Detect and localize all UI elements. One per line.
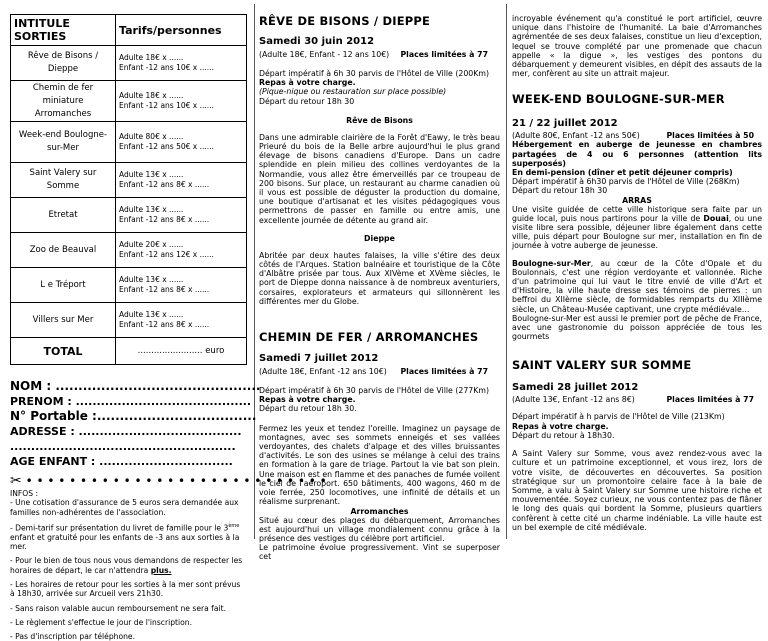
info-item: - Pas d'inscription par téléphone. — [10, 632, 136, 641]
places: Places limitées à 50 — [666, 131, 754, 141]
portable-field[interactable]: N° Portable :................................... — [10, 409, 257, 423]
destination-name: Week-end Boulogne-sur-Mer — [11, 122, 116, 163]
adult-rate: Adulte 20€ x ...... — [119, 240, 184, 249]
nom-field[interactable]: NOM : ............................................. — [10, 379, 261, 393]
destination-name: L e Tréport — [11, 268, 116, 303]
adult-rate: Adulte 13€ x ...... — [119, 275, 184, 284]
articles-column-2 — [259, 0, 500, 562]
retour: Départ du retour 18h 30. — [259, 404, 357, 414]
age-enfant-field[interactable]: AGE ENFANT : ................................ — [10, 455, 233, 468]
repas: Repas à votre charge. — [259, 395, 356, 405]
total-row — [11, 338, 247, 365]
info-text: - Pour le bien de tous nous vous demandons de respecter les horaires de départ, le car n'attendra — [10, 556, 243, 575]
adult-rate: Adulte 13€ x ...... — [119, 310, 184, 319]
cut-line — [10, 473, 327, 489]
table-row — [11, 303, 247, 338]
arromanches-article — [259, 330, 500, 561]
depart: Départ impératif à 6h 30 parvis de l'Hôtel de Ville (277Km) — [259, 386, 489, 396]
table-row — [11, 198, 247, 233]
price-table — [10, 14, 247, 365]
destination-name: Rêve de Bisons / Dieppe — [11, 46, 116, 81]
adresse-line-2[interactable]: ...................................................... — [10, 440, 236, 453]
column-divider — [254, 4, 255, 539]
depart: Départ impératif à h parvis de l'Hôtel de Ville (213Km) — [512, 412, 725, 422]
subheading: Rêve de Bisons — [346, 115, 413, 125]
paragraph — [512, 259, 762, 314]
paragraph: Le patrimoine évolue progressivement. Vint se superposer cet — [259, 543, 500, 562]
boulogne-article — [512, 92, 762, 341]
emphasis: Douai — [703, 213, 729, 223]
child-rate: Enfant -12 ans 10€ x ...... — [119, 63, 214, 72]
header-sorties: INTITULE SORTIES — [11, 15, 116, 46]
emphasis: plus. — [150, 565, 172, 575]
destination-name: Chemin de fer miniature Arromanches — [11, 81, 116, 122]
valery-article — [512, 358, 762, 531]
paragraph: Abritée par deux hautes falaises, la ville s'étire des deux côtés de l'Arques. Station balnéaire et touristique de la Côte d'Albâtre prisée par tous. Aux XIVème et XVème siècles, le port de Dieppe donna naissance à de nombreux aventuriers, corsaires, explorateurs et armateurs qui sillonnèrent les différentes mer du Globe. — [259, 250, 500, 306]
child-rate: Enfant -12 ans 8€ x ...... — [119, 285, 210, 294]
total-label: TOTAL — [11, 338, 116, 365]
table-row — [11, 163, 247, 198]
paragraph: Fermez les yeux et tendez l'oreille. Imaginez un paysage de montagnes, avec ses sommets enneigés et ses vallées verdoyantes, des chalets d'alpage et des villes bruissantes d'activités. Le son des usines se mélange à celui des trains en formation à la gare de triage. Partout la vie bat son plein. Une maison est en flamme et des panaches de fumée voilent le ciel de l'aéroport. 650 bâtiments, 400 wagons, 460 m de voie ferrée, 250 locomotives, une infinité de détails et un réalisme surprenant. — [259, 423, 500, 507]
info-item: - Les horaires de retour pour les sorties à la mer sont prévus à 18h30, arrivée sur Arcueil vers 21h30. — [10, 579, 241, 599]
info-item: - Sans raison valable aucun remboursement ne sera fait. — [10, 603, 227, 613]
table-row — [11, 233, 247, 268]
adult-rate: Adulte 18€ x ...... — [119, 91, 184, 100]
adult-rate: Adulte 13€ x ...... — [119, 205, 184, 214]
info-item: - Une cotisation d'assurance de 5 euros sera demandée aux familles non-adhérentes de l'association. — [10, 498, 239, 517]
retour: Départ du retour 18h 30 — [512, 186, 608, 196]
article-title: CHEMIN DE FER / ARROMANCHES — [259, 330, 479, 345]
repas: Repas à votre charge. — [512, 421, 609, 431]
adult-rate: Adulte 13€ x ...... — [119, 170, 184, 179]
destination-name: Zoo de Beauval — [11, 233, 116, 268]
subheading: Arromanches — [350, 506, 409, 516]
text: Une visite guidée de cette ville historique sera faite par un guide local, puis nous partirons pour la ville de — [512, 204, 762, 223]
hebergement: Hébergement en auberge de jeunesse en chambres partagées de 4 ou 6 personnes (attention lits superposés) — [512, 140, 762, 168]
table-row — [11, 268, 247, 303]
text: , au cœur de la Côte d'Opale et du Boulonnais, c'est une région verdoyante et vallonnée. Riche d'un patrimoine qui lui vaut le titre envié de ville d'Art et d'Histoire, la ville haute dresse ses témoins de pierres : un beffroi du XIIème siècle, de formidables remparts du XIIIème siècle, un Château-Musée captivant, une crypte médiévale… — [512, 258, 762, 314]
info-item — [10, 522, 247, 551]
infos-section — [10, 489, 247, 641]
article-date: 21 / 22 juillet 2012 — [512, 118, 618, 130]
info-item — [10, 556, 247, 575]
retour: Départ du retour 18h 30 — [259, 96, 355, 106]
destination-name: Villers sur Mer — [11, 303, 116, 338]
tarif: (Adulte 13€, Enfant -12 ans 8€) — [512, 395, 635, 405]
info-item: - Le règlement s'effectue le jour de l'inscription. — [10, 617, 192, 627]
adult-rate: Adulte 80€ x ...... — [119, 132, 184, 141]
article-title: WEEK-END BOULOGNE-SUR-MER — [512, 92, 725, 107]
pique-nique: (Pique-nique ou restauration sur place possible) — [259, 87, 447, 97]
subheading: ARRAS — [622, 195, 652, 205]
articles-column-3 — [512, 0, 762, 543]
scissors-icon: ✂ — [10, 473, 22, 489]
article-date: Samedi 28 juillet 2012 — [512, 382, 639, 394]
info-text: enfant et gratuité pour les enfants de -3 ans aux sorties à la mer. — [10, 532, 240, 552]
depart: Départ impératif à 6h30 parvis de l'Hôtel de Ville (268Km) — [512, 177, 740, 187]
paragraph: Dans une admirable clairière de la Forêt d'Eawy, le très beau Prieuré du bois de la Belle arbre aujourd'hui le plus grand élevage de bisons canadiens d'Europe. Dans un cadre splendide en plein milieu des collines verdoyantes de la Normandie, vous allez être émerveillés par ce troupeau de 200 bisons. Sur place, un restaurant au charme canadien où il vous est possible de déguster la production du domaine, une boutique d'artisanat et les visites pédagogiques vous permettrons de passer en famille ou entre amis, une excellente journée de détente au grand air. — [259, 132, 500, 225]
child-rate: Enfant -12 ans 10€ x ...... — [119, 101, 214, 110]
article-date: Samedi 7 juillet 2012 — [259, 353, 379, 365]
header-tarifs: Tarifs/personnes — [116, 15, 247, 46]
retour: Départ du retour à 18h30. — [512, 430, 615, 440]
paragraph: A Saint Valery sur Somme, vous avez rendez-vous avec la culture et un patrimoine exceptionnel, et vous irez, lors de votre visite, de découvertes en découvertes. Sa position stratégique sur un promontoire celaire face à la baie de Somme, a valu à Saint Valery sur Somme une histoire riche et mouvementée. Soyez curieux, ne vous contentez pas de flâner le long des quais qui bordent la Somme, plusieurs quartiers confèrent à cette cité un charme indéniable. La ville haute est un bel exemple de cité médiévale. — [512, 449, 762, 532]
paragraph — [512, 205, 762, 251]
tarif: (Adulte 18€, Enfant - 12 ans 10€) — [259, 50, 390, 59]
table-row — [11, 81, 247, 122]
demi-pension: En demi-pension (dîner et petit déjeuner compris) — [512, 168, 733, 178]
places: Places limitées à 77 — [666, 395, 754, 405]
table-row — [11, 46, 247, 81]
article-title: SAINT VALERY SUR SOMME — [512, 358, 692, 373]
destination-name: Etretat — [11, 198, 116, 233]
contact-form — [10, 379, 261, 469]
paragraph-continued: incroyable événement qu'a constitué le port artificiel, œuvre unique dans l'histoire de l'humanité. La baie d'Arromanches agrémentée de ses deux falaises, constitue un lieu d'exception, lequel se trouve complété par une promenade que chacun appelle « la digue », les vestiges des pontons du débarquement y demeurent visibles, en dépit des assauts de la mer, confèrent au site un attrait majeur. — [512, 14, 762, 79]
prenom-field[interactable]: PRENOM : .......................................... — [10, 395, 252, 408]
adult-rate: Adulte 18€ x ...... — [119, 53, 184, 62]
table-row — [11, 122, 247, 163]
places: Places limitées à 77 — [400, 50, 488, 59]
article-title: RÊVE DE BISONS / DIEPPE — [259, 14, 431, 28]
paragraph: Situé au cœur des plages du débarquement, Arromanches est aujourd'hui un village mondialement connu grâce à la présence des vestiges du célèbre port artificiel. — [259, 515, 500, 543]
child-rate: Enfant -12 ans 8€ x ...... — [119, 180, 210, 189]
dotted-line: • • • • • • • • • • • • • • • • • • • • • • • • • • • • — [25, 474, 327, 488]
tarif: (Adulte 18€, Enfant -12 ans 10€) — [259, 367, 387, 377]
infos-title: INFOS : — [10, 489, 39, 498]
bisons-article — [259, 14, 500, 306]
info-text: - Demi-tarif sur présentation du livret de famille pour le 3 — [10, 523, 229, 533]
tarif: (Adulte 80€, Enfant -12 ans 50€) — [512, 131, 640, 141]
adresse-field[interactable]: ADRESSE : ....................................... — [10, 425, 242, 438]
column-divider — [506, 4, 507, 539]
total-field[interactable]: ........................ euro — [116, 338, 247, 365]
paragraph: Boulogne-sur-Mer est aussi le premier port de pêche de France, avec une gastronomie du poisson appréciée de tous les gourmets — [512, 313, 762, 342]
text: , ou une visite libre sera possible, déjeuner libre également dans cette ville, puis départ pour Boulogne sur mer, installation en fin de journée à votre auberge de jeunesse. — [512, 213, 762, 251]
repas: Repas à votre charge. — [259, 78, 356, 88]
child-rate: Enfant -12 ans 50€ x ...... — [119, 142, 214, 151]
superscript: ème — [228, 522, 240, 529]
places: Places limitées à 77 — [400, 367, 488, 377]
article-date: Samedi 30 juin 2012 — [259, 36, 375, 47]
emphasis: Boulogne-sur-Mer — [512, 258, 591, 268]
subheading: Dieppe — [364, 233, 395, 243]
destination-name: Saint Valery sur Somme — [11, 163, 116, 198]
child-rate: Enfant -12 ans 8€ x ...... — [119, 215, 210, 224]
child-rate: Enfant -12 ans 8€ x ...... — [119, 320, 210, 329]
depart: Départ impératif à 6h 30 parvis de l'Hôtel de Ville (200Km) — [259, 69, 489, 78]
child-rate: Enfant -12 ans 12€ x ...... — [119, 250, 214, 259]
